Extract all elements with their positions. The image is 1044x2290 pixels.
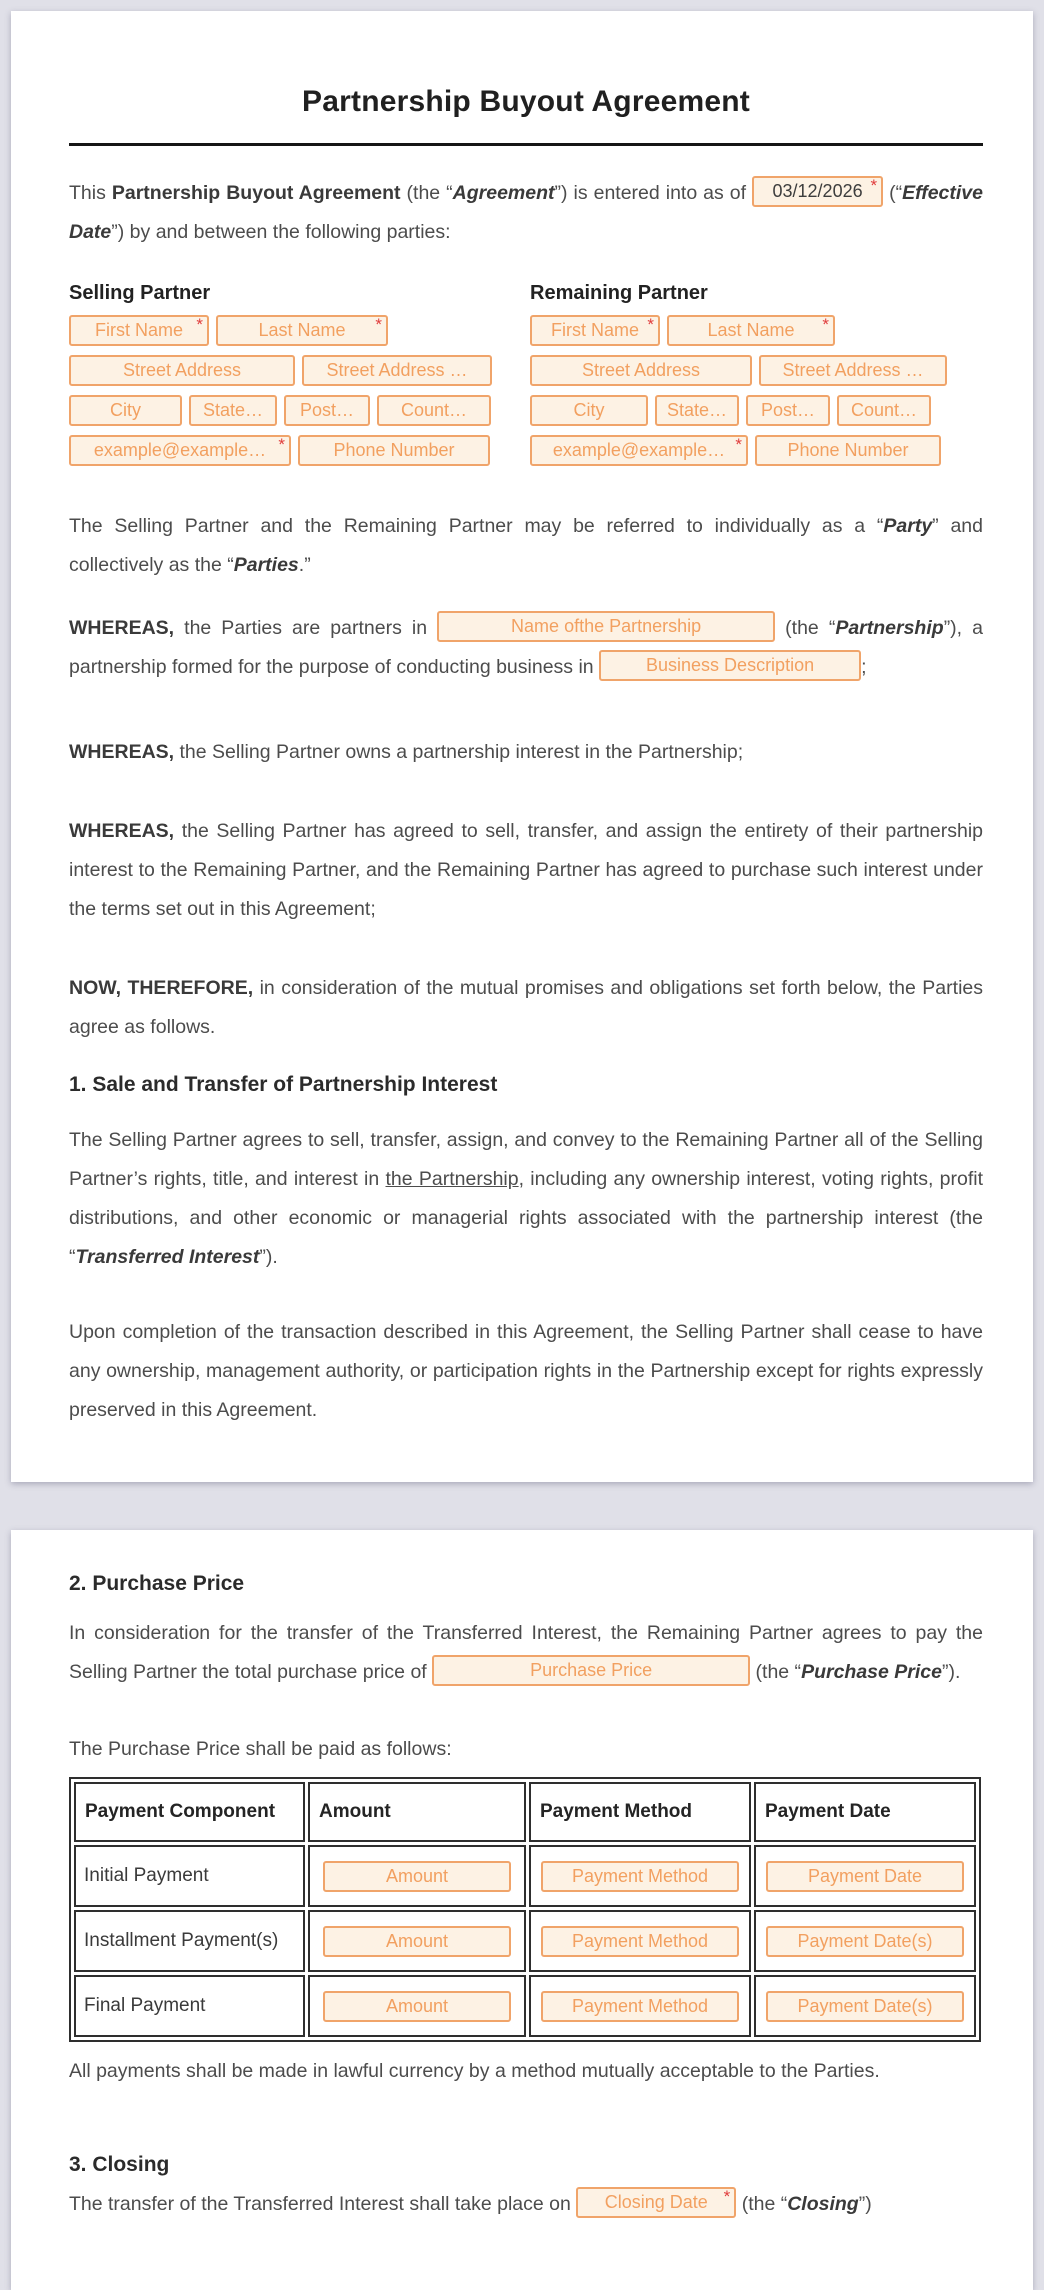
field-placeholder: Street Address … — [782, 360, 924, 380]
payment-schedule-intro: The Purchase Price shall be paid as follows: — [69, 1738, 452, 1760]
selling-phone-field[interactable] — [298, 435, 490, 466]
table-header-amount: Amount — [308, 1782, 526, 1842]
final-payment-method-field[interactable] — [541, 1991, 739, 2022]
amount-cell — [308, 1910, 526, 1972]
text-run: Closing — [787, 2193, 859, 2215]
parties-definition-paragraph — [69, 507, 983, 585]
selling-name-row — [69, 315, 522, 346]
selling-postal-field[interactable] — [284, 395, 370, 426]
field-placeholder: City — [110, 400, 141, 420]
selling-partner-section — [69, 282, 522, 475]
section-2-paragraph-1 — [69, 1614, 983, 1692]
required-asterisk: * — [735, 435, 742, 454]
agreement-page-2 — [11, 1530, 1033, 2290]
text-run: Partnership Buyout Agreement — [111, 182, 401, 204]
text-run: Partnership — [835, 617, 944, 639]
field-placeholder: Count… — [850, 400, 918, 420]
remaining-postal-field[interactable] — [746, 395, 830, 426]
field-placeholder: example@example… — [552, 440, 726, 460]
text-run: ”) — [858, 2193, 872, 2215]
whereas-interest-paragraph — [69, 733, 983, 772]
text-run: ”). — [259, 1246, 278, 1268]
field-placeholder: Name ofthe Partnership — [511, 616, 702, 637]
text-run: (the “ — [775, 617, 836, 639]
document-title: Partnership Buyout Agreement — [302, 85, 750, 118]
required-asterisk: * — [870, 176, 878, 196]
field-placeholder: Amount — [385, 1865, 449, 1886]
field-placeholder: Payment Method — [571, 1930, 709, 1951]
text-run: ” and collectively as the “ — [69, 515, 983, 576]
text-run: (the “ — [736, 2193, 788, 2215]
selling-street-address-field[interactable] — [69, 355, 295, 386]
remaining-street-address-field[interactable] — [530, 355, 752, 386]
amount-cell — [308, 1845, 526, 1907]
field-placeholder: Payment Date — [807, 1865, 923, 1886]
effective-date-field[interactable] — [752, 176, 883, 207]
text-run: WHEREAS, — [69, 820, 175, 842]
field-placeholder: Amount — [385, 1930, 449, 1951]
remaining-phone-field[interactable] — [755, 435, 941, 466]
field-placeholder: Amount — [385, 1995, 449, 2016]
intro-paragraph — [69, 174, 983, 252]
final-payment-date-field[interactable] — [766, 1991, 964, 2022]
text-run: The transfer of the Transferred Interest shall take place on — [69, 2193, 577, 2215]
table-header-row — [74, 1782, 976, 1842]
field-placeholder: example@example… — [93, 440, 267, 460]
initial-amount-field[interactable] — [323, 1861, 511, 1892]
text-run: Party — [883, 515, 933, 537]
field-placeholder: First Name — [550, 320, 639, 340]
field-placeholder: Purchase Price — [530, 1660, 653, 1681]
field-placeholder: Street Address … — [326, 360, 468, 380]
title-divider — [69, 143, 983, 146]
text-run: The Selling Partner agrees to sell, transfer, assign, and convey to the Remaining Partner all of the Selling Partner’s rights, title, and interest in — [69, 1129, 983, 1190]
required-asterisk: * — [375, 315, 382, 334]
text-run: This — [69, 182, 112, 204]
now-therefore-paragraph — [69, 969, 983, 1047]
required-asterisk: * — [196, 315, 203, 334]
text-run: ; — [861, 656, 867, 678]
payment-component-cell: Installment Payment(s) — [74, 1910, 305, 1972]
text-run: WHEREAS, — [69, 741, 175, 763]
selling-last-name-field[interactable] — [216, 315, 388, 346]
remaining-address-row — [530, 355, 983, 386]
selling-city-field[interactable] — [69, 395, 182, 426]
payment-method-cell — [529, 1845, 751, 1907]
text-run: (“ — [883, 182, 903, 204]
text-run: In consideration for the transfer of the Transferred Interest, the Remaining Partner agrees to pay the Selling Partner the total purchase price of — [69, 1622, 983, 1683]
remaining-partner-heading: Remaining Partner — [530, 282, 708, 304]
selling-street-address-2-field[interactable] — [302, 355, 492, 386]
section-1-paragraph-2: Upon completion of the transaction described in this Agreement, the Selling Partner shall cease to have any ownership, management authority, or participation rights in the Partnership except for rights expressly preserved in this Agreement. — [69, 1321, 983, 1421]
section-1-paragraph-1 — [69, 1121, 983, 1277]
payment-method-cell — [529, 1975, 751, 2037]
text-run: ”). — [941, 1661, 961, 1683]
required-asterisk: * — [647, 315, 654, 334]
table-header-payment-method: Payment Method — [529, 1782, 751, 1842]
field-placeholder: Count… — [400, 400, 468, 420]
section-2-heading: 2. Purchase Price — [69, 1572, 245, 1595]
selling-email-field[interactable] — [69, 435, 291, 466]
whereas-sale-paragraph — [69, 812, 983, 929]
field-placeholder: Payment Method — [571, 1995, 709, 2016]
payment-schedule-table — [69, 1777, 981, 2042]
field-placeholder: City — [573, 400, 605, 420]
section-3-heading: 3. Closing — [69, 2153, 170, 2176]
section-3-paragraph-1 — [69, 2185, 983, 2224]
text-run: the Selling Partner owns a partnership interest in the Partnership; — [174, 741, 744, 763]
initial-payment-method-field[interactable] — [541, 1861, 739, 1892]
field-placeholder: Payment Date(s) — [797, 1995, 933, 2016]
text-run: WHEREAS, — [69, 617, 175, 639]
text-run: the Partnership — [385, 1168, 519, 1190]
selling-state-field[interactable] — [189, 395, 277, 426]
field-placeholder: Post… — [760, 400, 816, 420]
partnership-name-field[interactable] — [437, 611, 775, 642]
payment-date-cell — [754, 1845, 976, 1907]
field-placeholder: First Name — [94, 320, 183, 340]
parties-section — [69, 282, 983, 475]
field-placeholder: Payment Method — [571, 1865, 709, 1886]
text-run: , including any ownership interest, voting rights, profit distributions, and other economic or managerial rights associated with the partnership interest (the “ — [69, 1168, 983, 1268]
table-row — [74, 1910, 976, 1972]
payment-date-cell — [754, 1975, 976, 2037]
field-placeholder: Last Name — [707, 320, 795, 340]
selling-contact-row — [69, 435, 522, 466]
required-asterisk: * — [822, 315, 829, 334]
remaining-state-field[interactable] — [655, 395, 739, 426]
field-placeholder: Phone Number — [787, 440, 909, 460]
installment-payment-date-field[interactable] — [766, 1926, 964, 1957]
remaining-street-address-2-field[interactable] — [759, 355, 947, 386]
remaining-country-field[interactable] — [837, 395, 931, 426]
text-run: (the “ — [750, 1661, 802, 1683]
selling-partner-heading: Selling Partner — [69, 282, 211, 304]
field-placeholder: Street Address — [122, 360, 242, 380]
text-run: Transferred Interest — [75, 1246, 260, 1268]
remaining-city-state-row — [530, 395, 983, 426]
remaining-partner-section — [530, 282, 983, 475]
installment-amount-field[interactable] — [323, 1926, 511, 1957]
text-run: in consideration of the mutual promises and obligations set forth below, the Parties agree as follows. — [69, 977, 983, 1038]
remaining-last-name-field[interactable] — [667, 315, 835, 346]
remaining-name-row — [530, 315, 983, 346]
text-run: the Parties are partners in — [174, 617, 438, 639]
required-asterisk: * — [723, 2187, 731, 2207]
table-row — [74, 1975, 976, 2037]
remaining-email-field[interactable] — [530, 435, 748, 466]
final-amount-field[interactable] — [323, 1991, 511, 2022]
text-run: The Selling Partner and the Remaining Partner may be referred to individually as a “ — [69, 515, 884, 537]
text-run: Agreement — [452, 182, 555, 204]
amount-cell — [308, 1975, 526, 2037]
agreement-page-1 — [11, 11, 1033, 1482]
field-placeholder: Last Name — [258, 320, 346, 340]
text-run: ”), a partnership formed for the purpose of conducting business in — [69, 617, 983, 678]
section-1-heading: 1. Sale and Transfer of Partnership Interest — [69, 1073, 498, 1096]
remaining-first-name-field[interactable] — [530, 315, 660, 346]
selling-address-row — [69, 355, 522, 386]
table-row — [74, 1845, 976, 1907]
payments-note: All payments shall be made in lawful currency by a method mutually acceptable to the Parties. — [69, 2060, 880, 2082]
text-run: Purchase Price — [801, 1661, 942, 1683]
selling-city-state-row — [69, 395, 522, 426]
field-value: 03/12/2026 — [772, 181, 863, 202]
initial-payment-date-field[interactable] — [766, 1861, 964, 1892]
field-placeholder: Business Description — [646, 655, 815, 676]
payment-method-cell — [529, 1910, 751, 1972]
business-description-field[interactable] — [599, 650, 861, 681]
field-placeholder: State… — [202, 400, 264, 420]
text-run: ”) is entered into as of — [554, 182, 753, 204]
field-placeholder: State… — [666, 400, 728, 420]
text-run: Parties — [233, 554, 299, 576]
payment-component-cell: Final Payment — [74, 1975, 305, 2037]
remaining-city-field[interactable] — [530, 395, 648, 426]
payment-date-cell — [754, 1910, 976, 1972]
text-run: ”) by and between the following parties: — [111, 221, 451, 243]
text-run: .” — [298, 554, 311, 576]
field-placeholder: Closing Date — [604, 2192, 708, 2213]
whereas-partnership-paragraph — [69, 609, 983, 687]
table-header-payment-component: Payment Component — [74, 1782, 305, 1842]
text-run: the Selling Partner has agreed to sell, transfer, and assign the entirety of their partnership interest to the Remaining Partner, and the Remaining Partner has agreed to purchase such interest under the terms set out in this Agreement; — [69, 820, 983, 920]
payment-component-cell: Initial Payment — [74, 1845, 305, 1907]
remaining-contact-row — [530, 435, 983, 466]
field-placeholder: Payment Date(s) — [797, 1930, 933, 1951]
text-run: (the “ — [400, 182, 453, 204]
installment-payment-method-field[interactable] — [541, 1926, 739, 1957]
purchase-price-field[interactable] — [432, 1655, 750, 1686]
text-run: NOW, THEREFORE, — [69, 977, 254, 999]
field-placeholder: Street Address — [581, 360, 701, 380]
required-asterisk: * — [278, 435, 285, 454]
selling-first-name-field[interactable] — [69, 315, 209, 346]
text-run: Effective Date — [69, 182, 983, 243]
table-header-payment-date: Payment Date — [754, 1782, 976, 1842]
field-placeholder: Post… — [299, 400, 355, 420]
selling-country-field[interactable] — [377, 395, 491, 426]
field-placeholder: Phone Number — [333, 440, 455, 460]
